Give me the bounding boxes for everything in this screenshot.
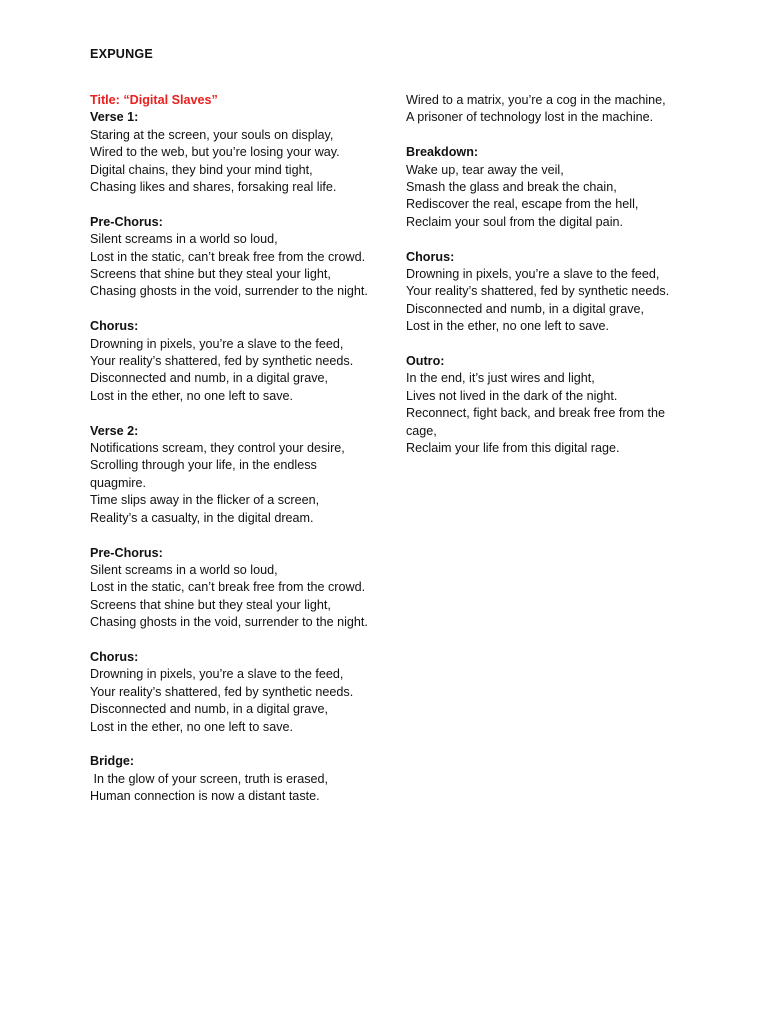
lyrics-section [406, 249, 691, 336]
lyrics-section [90, 318, 370, 405]
lyric-line: Chasing ghosts in the void, surrender to the night. [90, 284, 368, 299]
lyric-line: Silent screams in a world so loud, [90, 232, 278, 247]
lyrics-section [90, 753, 370, 805]
lyric-line: Reality’s a casualty, in the digital dream. [90, 510, 314, 525]
section-label: Verse 2: [90, 423, 139, 438]
lyric-line: In the glow of your screen, truth is erased, [90, 771, 329, 786]
lyric-line: Rediscover the real, escape from the hell, [406, 197, 639, 212]
lyric-line: Notifications scream, they control your desire, [90, 441, 345, 456]
lyric-line: Digital chains, they bind your mind tight, [90, 162, 313, 177]
lyric-line: Disconnected and numb, in a digital grave, [406, 301, 645, 316]
section-label: Pre-Chorus: [90, 214, 163, 229]
lyric-line: Your reality’s shattered, fed by synthetic needs. [406, 284, 670, 299]
lyric-line: Scrolling through your life, in the endless quagmire. [90, 458, 317, 490]
lyric-line: Lost in the static, can’t break free from the crowd. [90, 580, 366, 595]
section-label: Bridge: [90, 754, 135, 769]
lyric-line: Wired to a matrix, you’re a cog in the machine, [406, 93, 666, 107]
section-label: Pre-Chorus: [90, 545, 163, 560]
lyric-line: Wired to the web, but you’re losing your way. [90, 145, 340, 160]
lyric-line: Lives not lived in the dark of the night. [406, 388, 618, 403]
lyric-line: Reconnect, fight back, and break free from the cage, [406, 406, 666, 438]
lyric-line: Wake up, tear away the veil, [406, 162, 564, 177]
lyric-line: Reclaim your life from this digital rage. [406, 441, 620, 456]
section-label: Breakdown: [406, 145, 479, 160]
lyric-line: Silent screams in a world so loud, [90, 562, 278, 577]
lyric-line: Drowning in pixels, you’re a slave to the feed, [406, 267, 660, 282]
lyric-line: Time slips away in the flicker of a screen, [90, 493, 320, 508]
lyrics-section [90, 545, 370, 632]
lyric-line: Lost in the ether, no one left to save. [90, 388, 294, 403]
lyric-line: Drowning in pixels, you’re a slave to the feed, [90, 336, 344, 351]
lyric-line: Lost in the ether, no one left to save. [90, 719, 294, 734]
section-label: Chorus: [406, 249, 455, 264]
lyric-line: Disconnected and numb, in a digital grave, [90, 371, 329, 386]
lyrics-section [90, 423, 370, 527]
section-label: Outro: [406, 354, 445, 369]
lyric-line: In the end, it’s just wires and light, [406, 371, 595, 386]
lyric-line: Reclaim your soul from the digital pain. [406, 214, 623, 229]
section-label: Verse 1: [90, 110, 139, 125]
lyrics-section [90, 214, 370, 301]
lyric-line: Chasing likes and shares, forsaking real life. [90, 180, 337, 195]
lyric-line: Disconnected and numb, in a digital grave, [90, 702, 329, 717]
lyric-line: Human connection is now a distant taste. [90, 789, 320, 804]
lyrics-section [90, 649, 370, 736]
lyrics-section [90, 109, 370, 196]
section-label: Chorus: [90, 649, 139, 664]
lyric-line: Staring at the screen, your souls on display, [90, 127, 334, 142]
lyrics-section [406, 353, 691, 457]
lyrics-section [406, 92, 691, 127]
song-title: Title: “Digital Slaves” [90, 93, 218, 107]
lyric-line: Chasing ghosts in the void, surrender to the night. [90, 615, 368, 630]
lyric-line: Lost in the static, can’t break free from the crowd. [90, 249, 366, 264]
lyric-line: Screens that shine but they steal your light, [90, 597, 331, 612]
section-label: Chorus: [90, 319, 139, 334]
document-header: EXPUNGE [90, 47, 153, 61]
lyric-line: Smash the glass and break the chain, [406, 180, 617, 195]
lyric-line: Screens that shine but they steal your light, [90, 267, 331, 282]
lyrics-section [406, 144, 691, 231]
lyric-line: Your reality’s shattered, fed by synthetic needs. [90, 354, 354, 369]
lyric-line: Drowning in pixels, you’re a slave to the feed, [90, 667, 344, 682]
lyric-line: Lost in the ether, no one left to save. [406, 319, 610, 334]
lyric-line: A prisoner of technology lost in the machine. [406, 110, 654, 125]
lyric-line: Your reality’s shattered, fed by synthetic needs. [90, 684, 354, 699]
lyrics-column-left [90, 92, 370, 823]
lyrics-column-right [406, 92, 691, 475]
